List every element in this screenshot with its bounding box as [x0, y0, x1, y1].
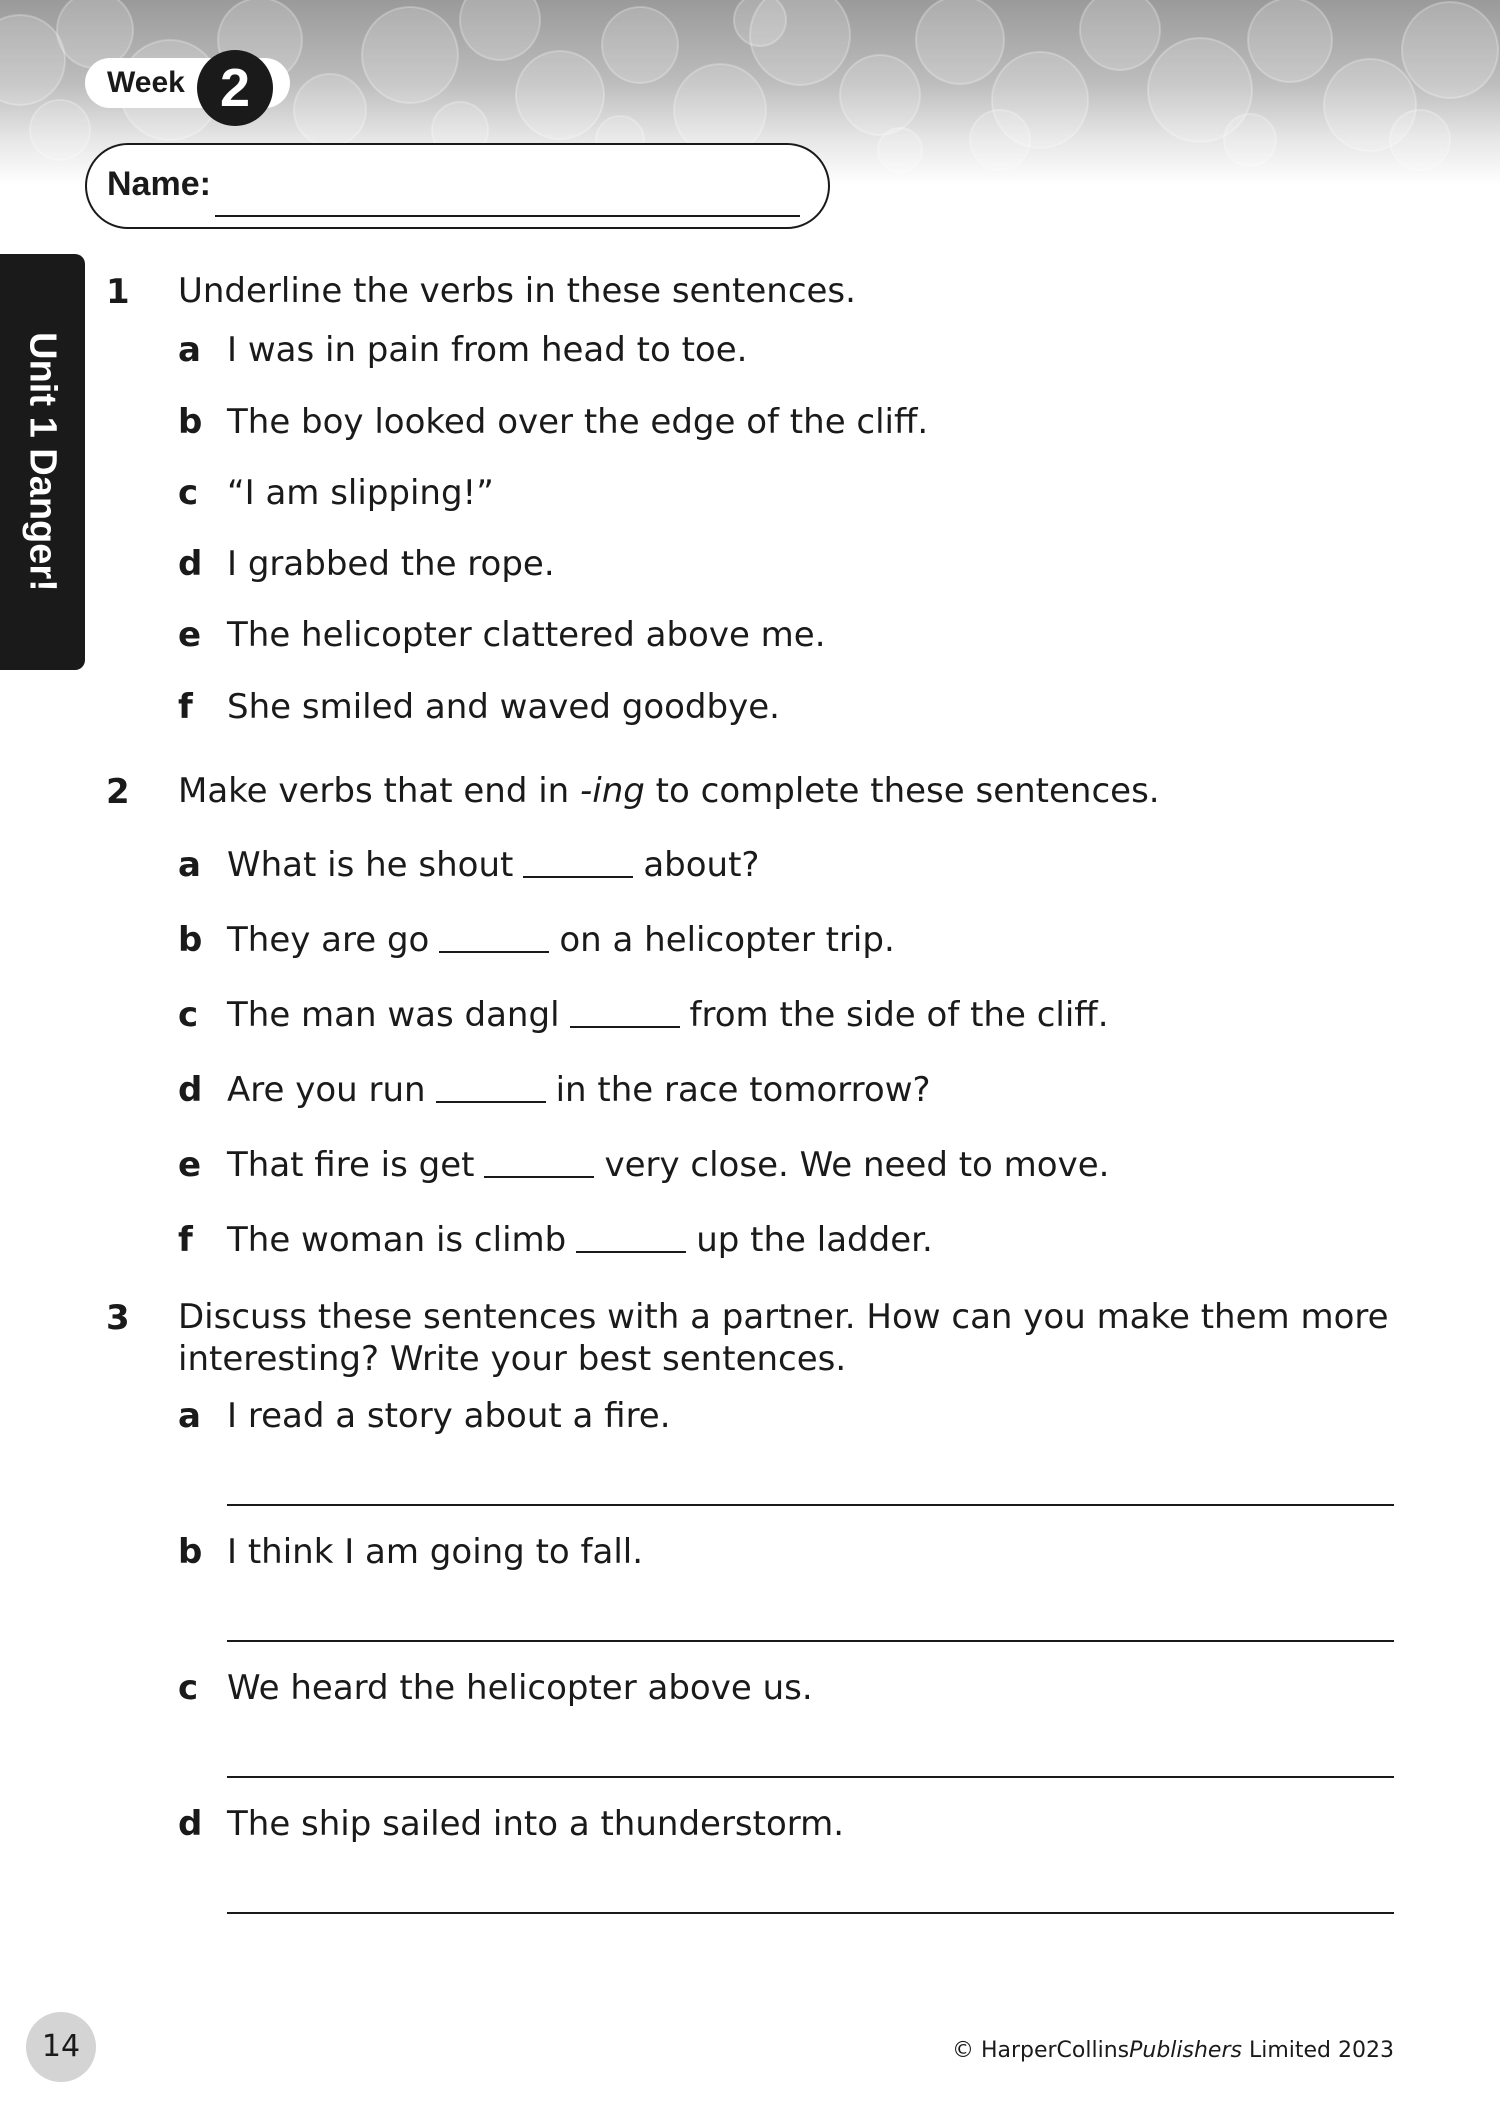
item-letter: e: [178, 615, 202, 655]
sentence-start: Are you run: [227, 1070, 426, 1110]
answer-writing-line[interactable]: [227, 1640, 1394, 1642]
item-letter: b: [178, 920, 203, 960]
item-sentence: She smiled and waved goodbye.: [227, 687, 780, 727]
copyright-italic: Publishers: [1129, 2038, 1242, 2063]
prompt-part: to complete these sentences.: [644, 771, 1160, 811]
item-sentence: “I am slipping!”: [227, 473, 494, 513]
item-letter: b: [178, 402, 203, 442]
answer-writing-line[interactable]: [227, 1504, 1394, 1506]
item-sentence: [227, 1220, 933, 1260]
item-sentence: I grabbed the rope.: [227, 544, 555, 584]
sentence-end: about?: [643, 845, 760, 885]
question-number: 1: [106, 272, 130, 312]
item-sentence: [227, 920, 895, 960]
answer-blank[interactable]: [576, 1250, 686, 1253]
question-number: 2: [106, 772, 130, 812]
item-sentence: The ship sailed into a thunderstorm.: [227, 1804, 845, 1844]
question-number: 3: [106, 1298, 130, 1338]
week-label: Week: [107, 66, 185, 99]
sentence-end: in the race tomorrow?: [555, 1070, 931, 1110]
item-letter: d: [178, 544, 203, 584]
item-letter: c: [178, 473, 199, 513]
item-letter: c: [178, 995, 199, 1035]
item-sentence: The boy looked over the edge of the cliff.: [227, 402, 929, 442]
item-letter: d: [178, 1804, 203, 1844]
answer-blank[interactable]: [570, 1025, 680, 1028]
answer-writing-line[interactable]: [227, 1912, 1394, 1914]
item-sentence: I think I am going to fall.: [227, 1532, 644, 1572]
item-letter: a: [178, 845, 201, 885]
item-letter: a: [178, 1396, 201, 1436]
unit-side-tab-label: Unit 1 Danger!: [21, 332, 64, 592]
item-sentence: [227, 845, 759, 885]
item-sentence: I was in pain from head to toe.: [227, 330, 748, 370]
item-sentence: [227, 995, 1109, 1035]
sentence-start: What is he shout: [227, 845, 514, 885]
prompt-italic: -ing: [580, 771, 645, 811]
sentence-start: The man was dangl: [227, 995, 560, 1035]
sentence-start: That fire is get: [227, 1145, 475, 1185]
sentence-start: They are go: [227, 920, 430, 960]
week-number: 2: [197, 50, 273, 126]
sentence-end: up the ladder.: [696, 1220, 933, 1260]
item-letter: f: [178, 687, 193, 727]
prompt-part: Make verbs that end in: [178, 771, 581, 811]
name-field-box: [85, 143, 830, 229]
name-label: Name:: [107, 165, 211, 203]
item-sentence: We heard the helicopter above us.: [227, 1668, 813, 1708]
item-sentence: [227, 1145, 1109, 1185]
sentence-end: on a helicopter trip.: [559, 920, 895, 960]
question-prompt: [178, 770, 1398, 812]
sentence-end: from the side of the cliff.: [689, 995, 1109, 1035]
question-prompt: Underline the verbs in these sentences.: [178, 271, 856, 311]
answer-writing-line[interactable]: [227, 1776, 1394, 1778]
answer-blank[interactable]: [484, 1175, 594, 1178]
item-letter: d: [178, 1070, 203, 1110]
item-letter: c: [178, 1668, 199, 1708]
item-sentence: [227, 1070, 931, 1110]
item-letter: e: [178, 1145, 202, 1185]
item-sentence: I read a story about a fire.: [227, 1396, 671, 1436]
copyright-part: © HarperCollins: [951, 2038, 1130, 2063]
question-prompt-line-2: interesting? Write your best sentences.: [178, 1339, 847, 1379]
copyright-part: Limited 2023: [1241, 2038, 1394, 2063]
item-letter: f: [178, 1220, 193, 1260]
sentence-start: The woman is climb: [227, 1220, 567, 1260]
copyright-notice: [952, 2038, 1394, 2063]
name-input-line[interactable]: [215, 215, 800, 217]
week-badge: [85, 58, 290, 118]
sentence-end: very close. We need to move.: [604, 1145, 1110, 1185]
unit-side-tab: [0, 254, 85, 670]
item-letter: a: [178, 330, 201, 370]
page-number: 14: [26, 2012, 96, 2082]
answer-blank[interactable]: [439, 950, 549, 953]
answer-blank[interactable]: [436, 1100, 546, 1103]
answer-blank[interactable]: [523, 875, 633, 878]
item-letter: b: [178, 1532, 203, 1572]
question-prompt-line-1: Discuss these sentences with a partner. How can you make them more: [178, 1297, 1389, 1337]
item-sentence: The helicopter clattered above me.: [227, 615, 826, 655]
